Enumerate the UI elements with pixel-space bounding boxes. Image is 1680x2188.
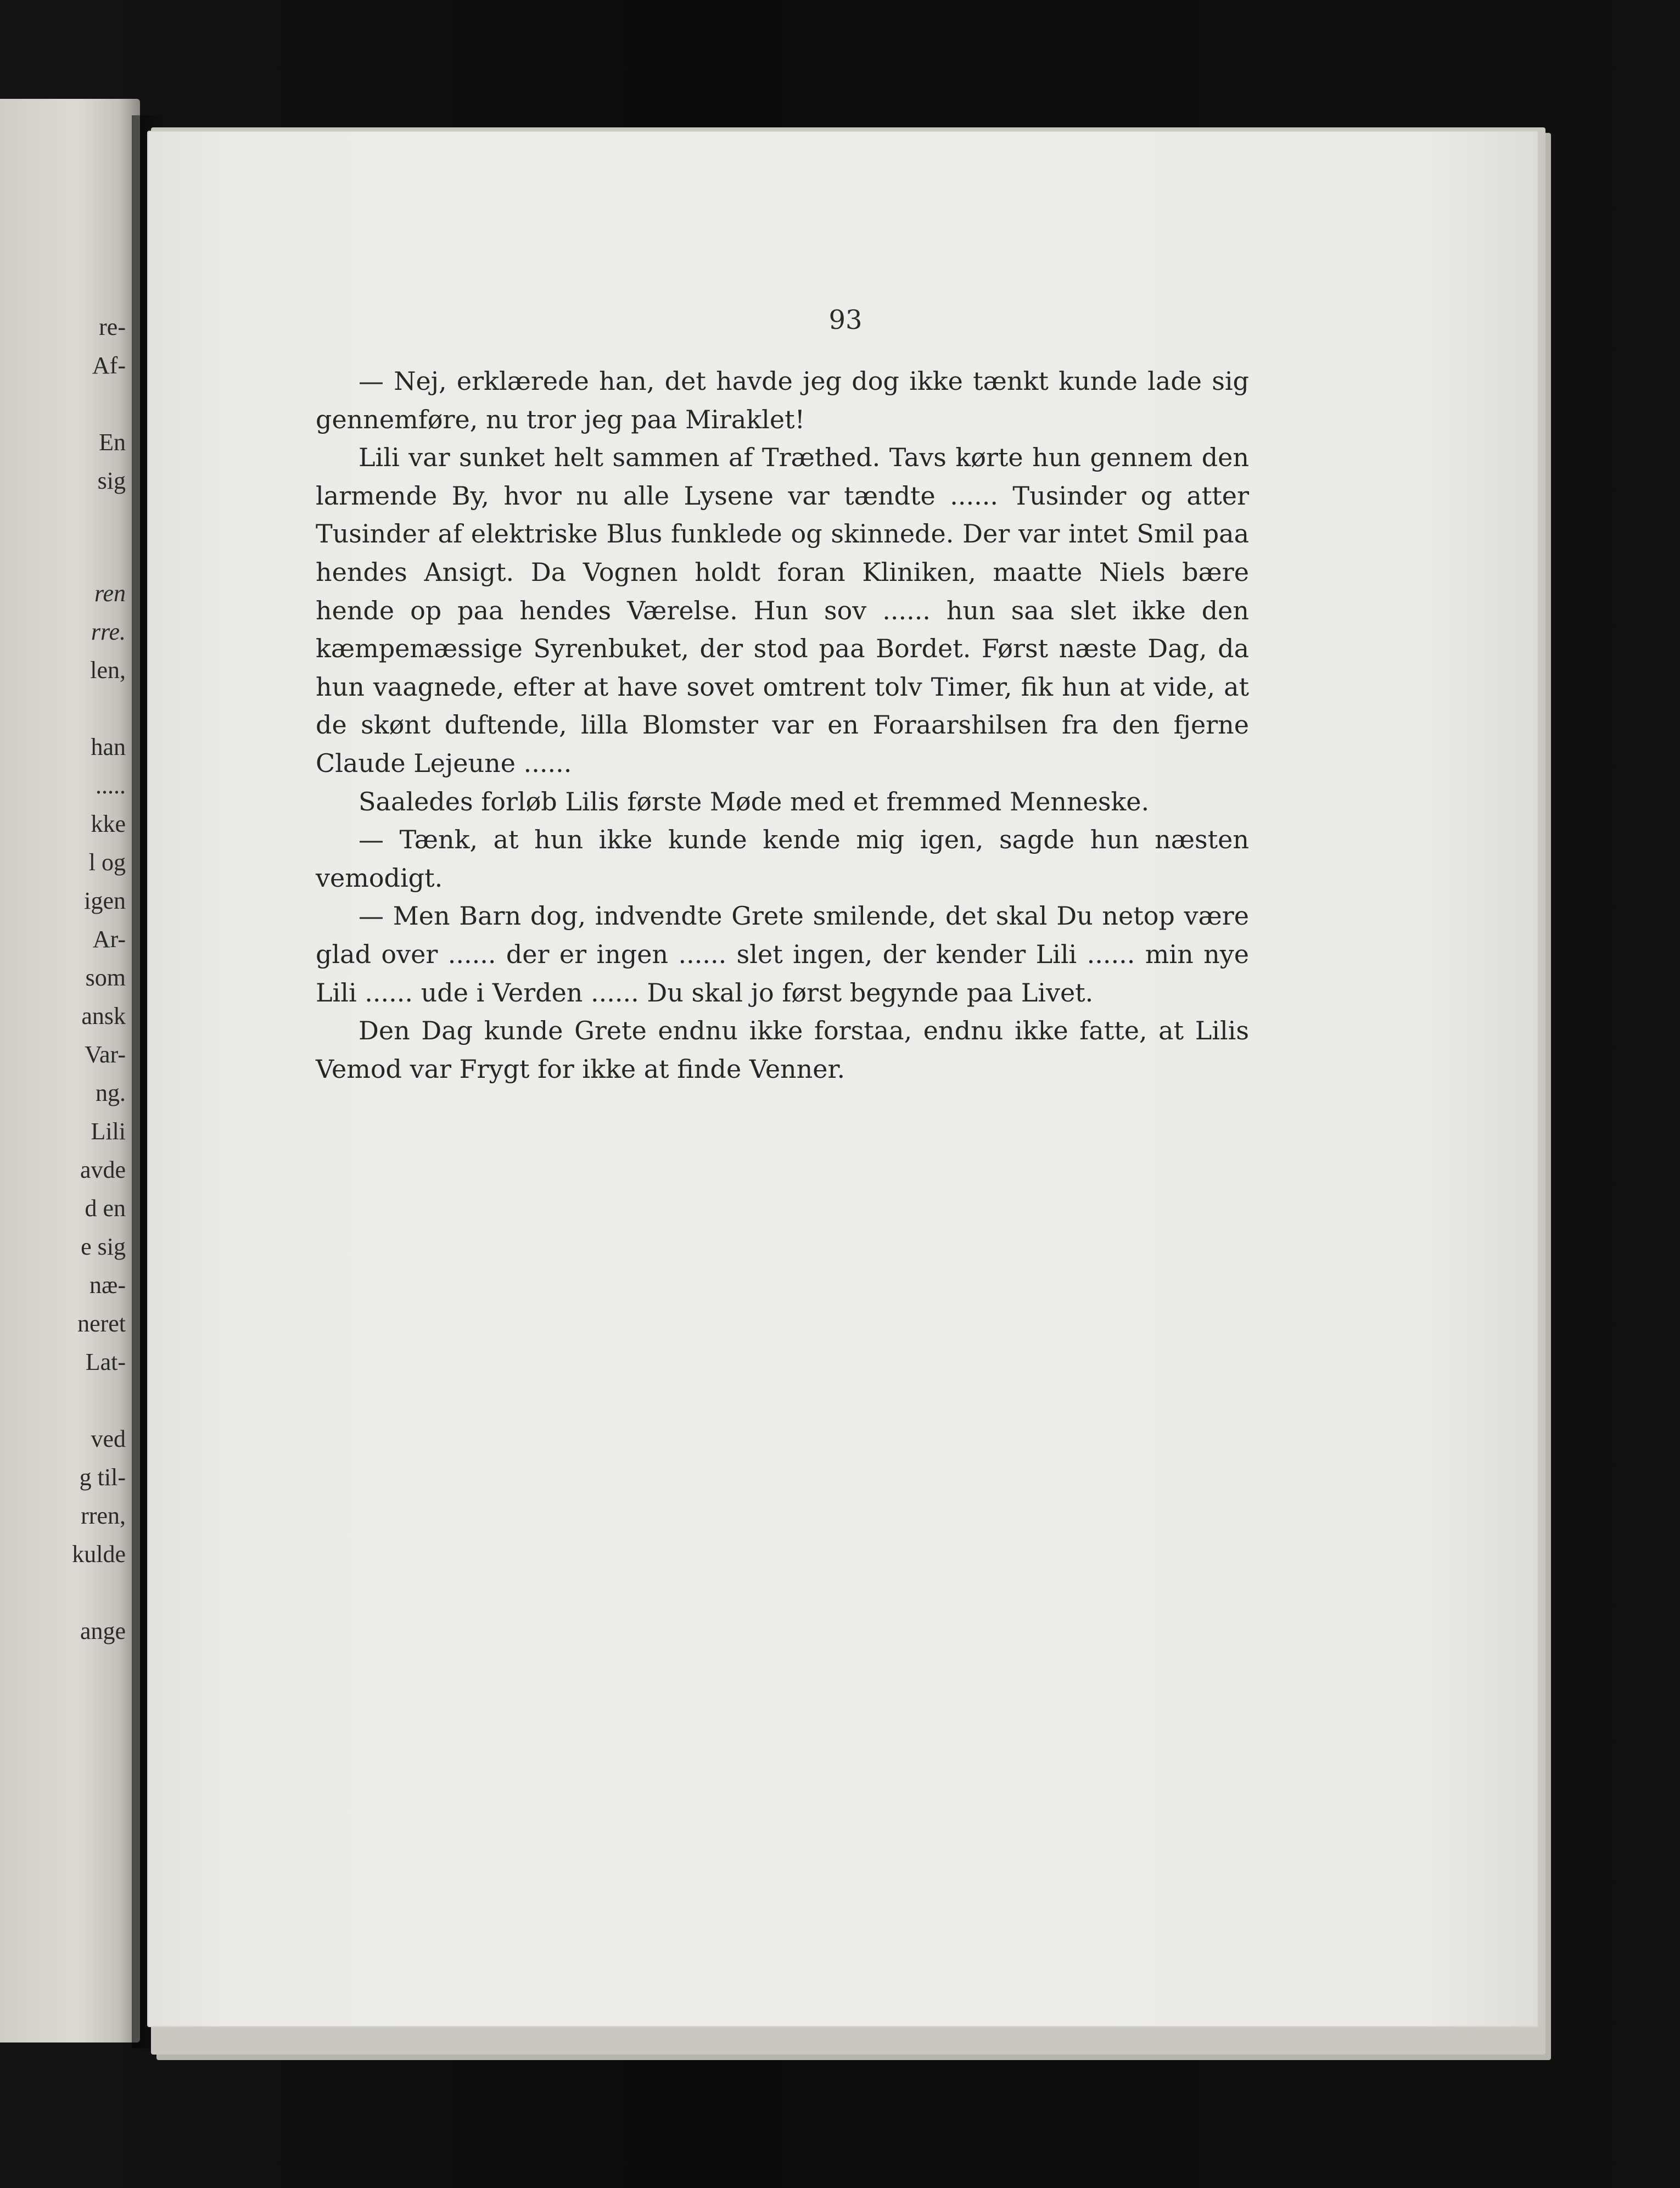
paragraph: — Men Barn dog, indvendte Grete smilende, det skal Du netop være glad over ...... der er ingen ...... slet ingen, der kender Lili ...... min nye Lili ...... ude i Verden ...... Du skal jo først begynde paa Livet.	[316, 901, 1249, 1008]
previous-page-fragment: len,	[90, 657, 126, 684]
page-text	[316, 362, 1249, 1088]
previous-page-fragment: .....	[96, 772, 126, 799]
previous-page-fragment: neret	[77, 1310, 126, 1337]
previous-page-fragment: ansk	[81, 1003, 126, 1029]
previous-page-fragment: g til-	[79, 1464, 126, 1491]
previous-page-fragment: ved	[91, 1425, 126, 1452]
previous-page-fragment: næ-	[89, 1272, 126, 1299]
previous-page-fragment: rren,	[81, 1502, 126, 1529]
previous-page-fragment: som	[85, 964, 126, 991]
previous-page-fragment: kulde	[72, 1541, 126, 1568]
previous-page-fragment: ange	[80, 1618, 126, 1644]
previous-page-fragment: e sig	[81, 1233, 126, 1260]
previous-page-fragment: d en	[85, 1195, 126, 1222]
paragraph: Lili var sunket helt sammen af Træthed. Tavs kørte hun gennem den larmende By, hvor nu alle Lysene var tændte ...... Tusinder og atter Tusinder af elektriske Blus funklede og skinnede. Der var intet Smil paa hendes Ansigt. Da Vognen holdt foran Kliniken, maatte Niels bære hende op paa hendes Værelse. Hun sov ...... hun saa slet ikke den kæmpemæssige Syrenbuket, der stod paa Bordet. Først næste Dag, da hun vaagnede, efter at have sovet omtrent tolv Timer, fik hun at vide, at de skønt duftende, lilla Blomster var en Foraarshilsen fra den fjerne Claude Lejeune ......	[316, 443, 1249, 778]
previous-page-fragment: En	[99, 429, 126, 456]
previous-page-fragment: ng.	[96, 1079, 126, 1106]
previous-page-fragment: ren	[94, 580, 126, 607]
previous-page-fragment: Lili	[91, 1118, 126, 1145]
book-page	[148, 132, 1537, 2026]
paragraph: — Nej, erklærede han, det havde jeg dog ikke tænkt kunde lade sig gennemføre, nu tror jeg paa Miraklet!	[316, 366, 1249, 434]
previous-page-fragment: Lat-	[85, 1348, 126, 1375]
previous-page-fragment: Var-	[85, 1041, 126, 1068]
previous-page-fragment: avde	[80, 1156, 126, 1183]
previous-page-fragment: Af-	[92, 352, 126, 379]
paragraph: — Tænk, at hun ikke kunde kende mig igen, sagde hun næsten vemodigt.	[316, 825, 1249, 893]
previous-page-fragment: l og	[88, 849, 126, 876]
previous-page-fragment: kke	[91, 810, 126, 837]
previous-page-fragment: re-	[99, 314, 126, 340]
previous-page-fragment: Ar-	[92, 926, 126, 953]
previous-page-fragment: sig	[97, 467, 126, 494]
page-number: 93	[828, 305, 863, 335]
previous-page-fragment: rre.	[91, 618, 126, 645]
paragraph: Den Dag kunde Grete endnu ikke forstaa, endnu ikke fatte, at Lilis Vemod var Frygt for ikke at finde Venner.	[316, 1016, 1249, 1084]
paragraph: Saaledes forløb Lilis første Møde med et fremmed Menneske.	[359, 786, 1150, 816]
previous-page-edge	[0, 99, 140, 2042]
previous-page-fragment: igen	[84, 887, 126, 914]
previous-page-fragment: han	[91, 734, 126, 760]
